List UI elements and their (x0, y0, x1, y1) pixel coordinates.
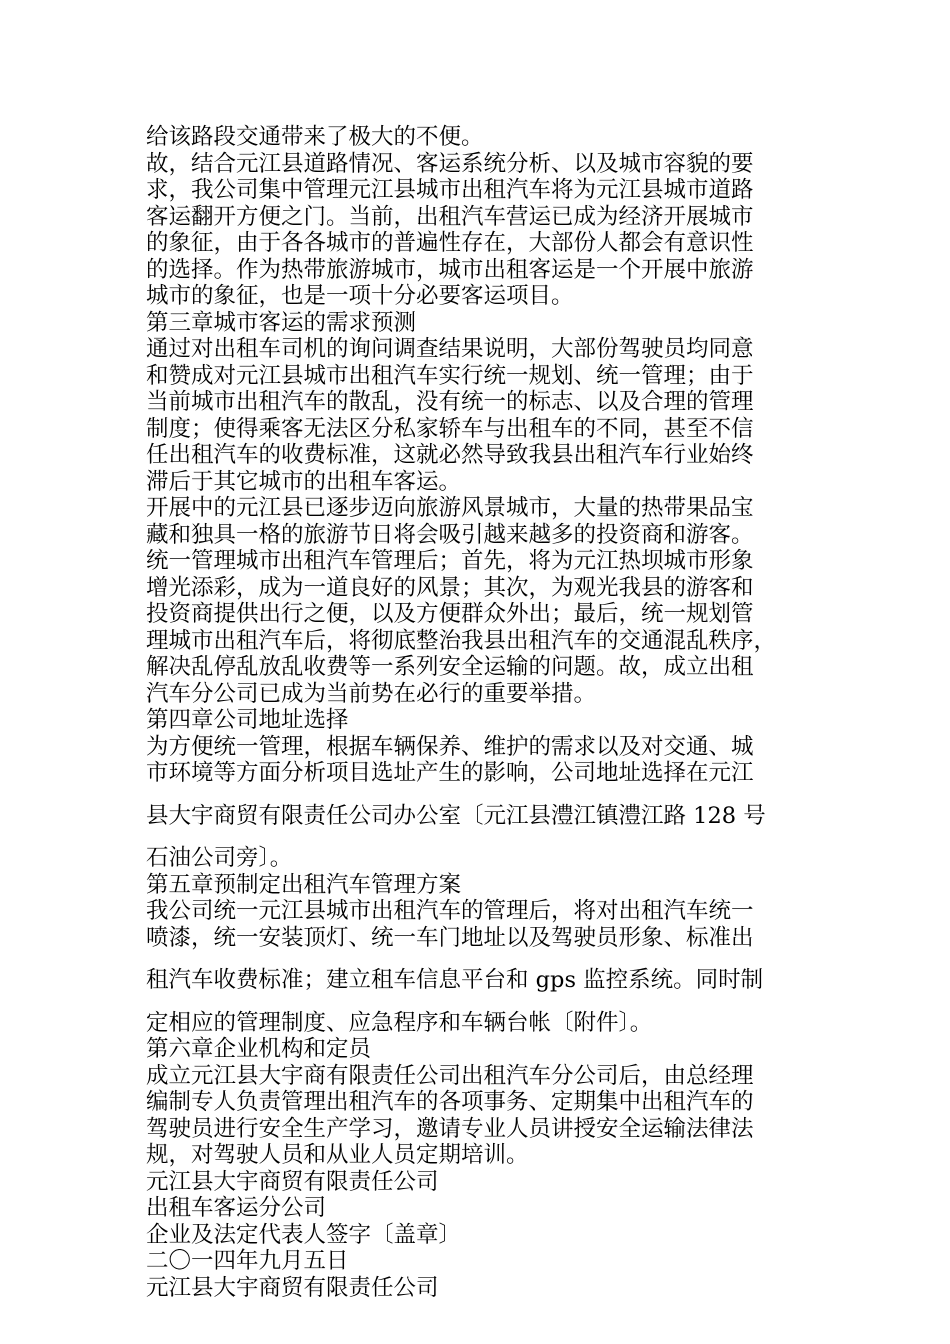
chapter-heading-5 (146, 872, 810, 899)
text-line: 增光添彩，成为一道良好的风景；其次，为观光我县的游客和 (146, 574, 754, 601)
text-line: 县大宇商贸有限责任公司办公室〔元江县澧江镇澧江路 128 号 (146, 802, 766, 829)
signature-company-repeat: 元江县大宇商贸有限责任公司 (146, 1274, 439, 1301)
paragraph-demand-survey (146, 336, 810, 495)
text-line: 通过对出租车司机的询问调查结果说明，大部份驾驶员均同意 (146, 336, 754, 362)
chapter-heading-6 (146, 1036, 810, 1063)
signature-block (146, 1169, 810, 1302)
text-line: 统一管理城市出租汽车管理后；首先，将为元江热坝城市形象 (146, 548, 754, 574)
text-line: 编制专人负责管理出租汽车的各项事务、定期集中出租汽车的 (146, 1089, 754, 1115)
chapter-heading-4 (146, 707, 810, 734)
paragraph-intro (146, 151, 810, 310)
text-line: 客运翻开方便之门。当前，出租汽车营运已成为经济开展城市 (146, 203, 754, 230)
heading-text: 第五章预制定出租汽车管理方案 (146, 871, 462, 898)
text-line: 任出租汽车的收费标准，这就必然导致我县出租汽车行业始终 (146, 442, 754, 468)
text-line: 石油公司旁〕。 (146, 845, 293, 871)
text-line: 市环境等方面分析项目选址产生的影响，公司地址选择在元江 (146, 760, 754, 786)
text-line: 成立元江县大宇商有限责任公司出租汽车分公司后，由总经理 (146, 1062, 754, 1089)
text-line: 为方便统一管理，根据车辆保养、维护的需求以及对交通、城 (146, 733, 754, 760)
paragraph-tourism-development (146, 495, 810, 707)
heading-text: 第四章公司地址选择 (146, 707, 349, 733)
document-page (146, 124, 810, 1301)
text-line: 故，结合元江县道路情况、客运系统分析、以及城市容貌的要 (146, 150, 754, 177)
paragraph-continuation (146, 124, 810, 151)
text-line: 制度；使得乘客无法区分私家轿车与出租车的不同，甚至不信 (146, 415, 754, 442)
text-line: 投资商提供出行之便，以及方便群众外出；最后，统一规划管 (146, 601, 754, 627)
heading-text: 第三章城市客运的需求预测 (146, 309, 417, 336)
text-line: 的选择。作为热带旅游城市，城市出租客运是一个开展中旅游 (146, 256, 754, 283)
paragraph-company-address (146, 734, 810, 872)
heading-text: 第六章企业机构和定员 (146, 1036, 372, 1062)
text-line: 理城市出租汽车后，将彻底整治我县出租汽车的交通混乱秩序， (146, 627, 777, 654)
paragraph-management-plan (146, 898, 810, 1036)
text-line: 驾驶员进行安全生产学习，邀请专业人员讲授安全运输法律法 (146, 1115, 754, 1142)
text-line: 的象征，由于各各城市的普遍性存在，大部份人都会有意识性 (146, 230, 754, 256)
chapter-heading-3 (146, 310, 810, 337)
paragraph-organization (146, 1063, 810, 1169)
text-line: 汽车分公司已成为当前势在必行的重要举措。 (146, 680, 597, 707)
text-line: 和赞成对元江县城市出租汽车实行统一规划、统一管理；由于 (146, 362, 754, 389)
signature-date: 二〇一四年九月五日 (146, 1248, 349, 1274)
text-line: 给该路段交通带来了极大的不便。 (146, 124, 484, 150)
signature-representative: 企业及法定代表人签字〔盖章〕 (146, 1221, 462, 1248)
text-line: 求，我公司集中管理元江县城市出租汽车将为元江县城市道路 (146, 177, 754, 203)
text-line: 当前城市出租汽车的散乱，没有统一的标志、以及合理的管理 (146, 389, 754, 415)
text-line: 我公司统一元江县城市出租汽车的管理后，将对出租汽车统一 (146, 898, 754, 924)
text-line: 租汽车收费标准；建立租车信息平台和 gps 监控系统。同时制 (146, 967, 764, 993)
text-line: 规，对驾驶人员和从业人员定期培训。 (146, 1142, 529, 1168)
signature-branch: 出租车客运分公司 (146, 1195, 327, 1221)
text-line: 定相应的管理制度、应急程序和车辆台帐〔附件〕。 (146, 1009, 653, 1036)
signature-company: 元江县大宇商贸有限责任公司 (146, 1168, 439, 1195)
text-line: 喷漆，统一安装顶灯、统一车门地址以及驾驶员形象、标准出 (146, 924, 754, 951)
text-line: 藏和独具一格的旅游节日将会吸引越来越多的投资商和游客。 (146, 521, 754, 548)
text-line: 滞后于其它城市的出租车客运。 (146, 468, 462, 495)
text-line: 解决乱停乱放乱收费等一系列安全运输的问题。故，成立出租 (146, 654, 754, 680)
text-line: 开展中的元江县已逐步迈向旅游风景城市，大量的热带果品宝 (146, 495, 754, 521)
text-line: 城市的象征，也是一项十分必要客运项目。 (146, 283, 574, 309)
